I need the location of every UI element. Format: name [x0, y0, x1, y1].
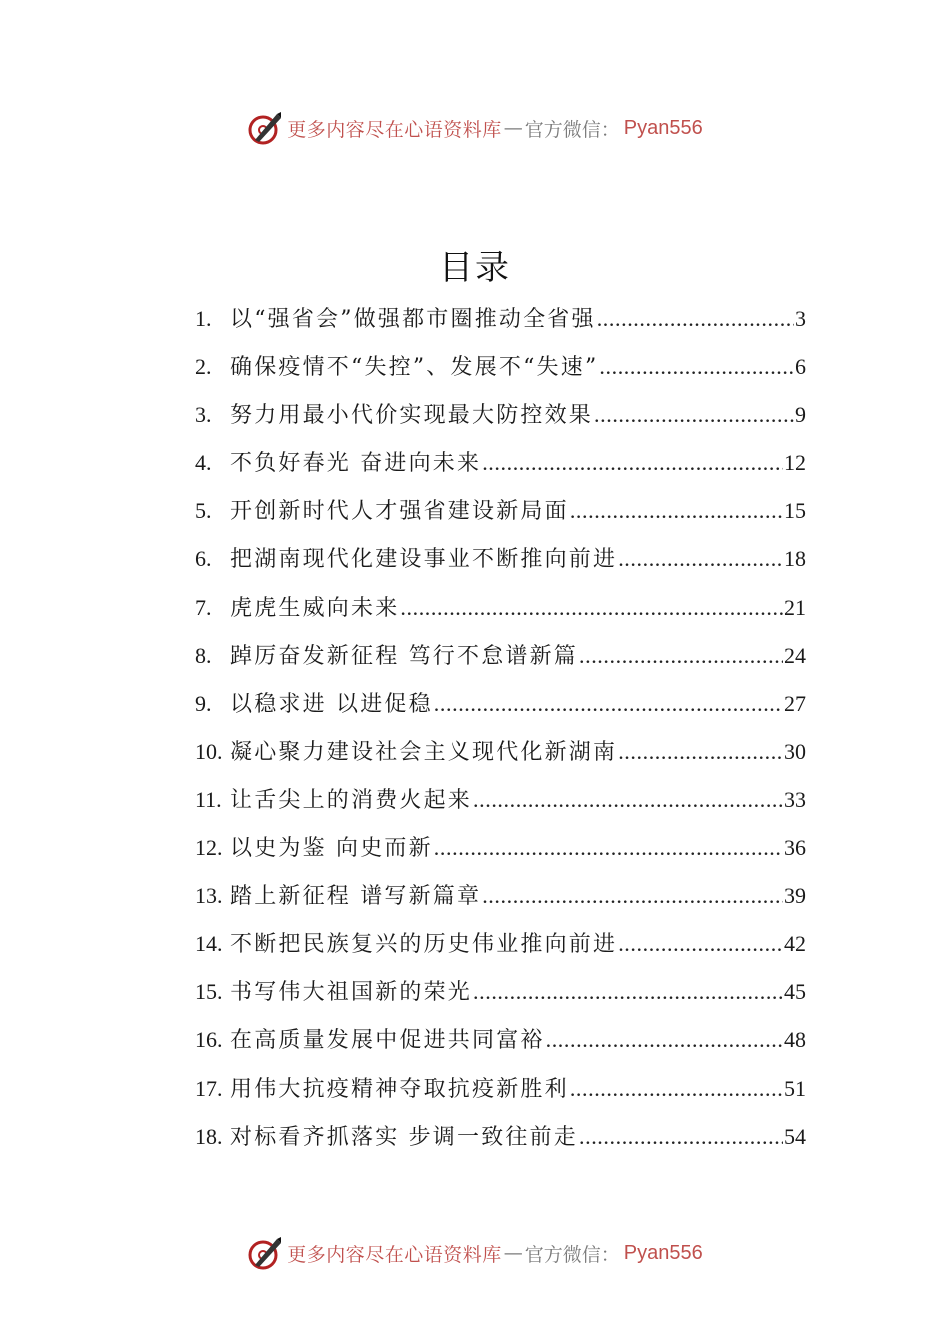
toc-entry-number: 2.: [195, 354, 212, 380]
toc-entry-title: 不断把民族复兴的历史伟业推向前进: [230, 932, 618, 958]
toc-entry-title: 不负好春光 奋进向未来: [230, 451, 482, 477]
toc-entry-page: 27: [784, 690, 806, 716]
toc-entry[interactable]: [195, 687, 806, 735]
toc-dot-leader: [599, 354, 794, 380]
toc-entry[interactable]: [195, 927, 806, 975]
toc-entry[interactable]: [195, 1120, 806, 1168]
toc-dot-leader: [546, 1027, 783, 1053]
toc-entry-number: 1.: [195, 306, 212, 331]
quill-logo-icon: [247, 1235, 283, 1271]
toc-dot-leader: [400, 595, 783, 621]
toc-entry[interactable]: [195, 879, 806, 927]
toc-entry[interactable]: [195, 446, 806, 494]
toc-entry-page: 30: [784, 738, 806, 764]
toc-entry-page: 18: [784, 546, 806, 572]
toc-entry-page: 54: [784, 1123, 806, 1149]
toc-dot-leader: [434, 691, 783, 717]
toc-entry-title: 对标看齐抓落实 步调一致往前走: [230, 1124, 578, 1150]
toc-entry-number: 13.: [195, 883, 223, 909]
toc-dot-leader: [482, 883, 783, 909]
toc-dot-leader: [594, 402, 794, 428]
toc-entry-number: 18.: [195, 1123, 223, 1149]
toc-dot-leader: [579, 643, 783, 669]
quill-logo-icon: [247, 110, 283, 146]
toc-entry-page: 24: [784, 642, 806, 668]
footer-banner: [0, 1233, 950, 1273]
toc-entry-page: 42: [784, 931, 806, 957]
toc-dot-leader: [618, 546, 783, 572]
toc-entry-number: 15.: [195, 979, 223, 1005]
toc-entry-number: 6.: [195, 546, 212, 572]
toc-dot-leader: [618, 931, 783, 957]
toc-entry-page: 39: [784, 883, 806, 909]
toc-entry[interactable]: [195, 735, 806, 783]
toc-dot-leader: [473, 787, 783, 813]
banner-text: 更多内容尽在心语资料库: [287, 1243, 502, 1266]
toc-entry-number: 9.: [195, 690, 212, 716]
toc-entry-number: 14.: [195, 931, 223, 957]
toc-entry[interactable]: [195, 494, 806, 542]
toc-entry[interactable]: [195, 1023, 806, 1071]
toc-entry-number: 11.: [195, 786, 222, 812]
toc-entry-title: 凝心聚力建设社会主义现代化新湖南: [230, 739, 618, 765]
page-title: 目录: [439, 248, 511, 288]
toc-dot-leader: [473, 979, 783, 1005]
toc-entry-page: 21: [784, 594, 806, 620]
toc-entry-number: 10.: [195, 738, 223, 764]
toc-entry-page: 9: [795, 402, 806, 428]
toc-entry[interactable]: [195, 350, 806, 398]
toc-entry-title: 让舌尖上的消费火起来: [230, 787, 473, 813]
toc-entry[interactable]: [195, 591, 806, 639]
toc-dot-leader: [570, 1076, 783, 1102]
toc-entry-page: 3: [795, 306, 806, 331]
banner-separator: —: [503, 117, 523, 139]
toc-entry-page: 33: [784, 786, 806, 812]
toc-entry[interactable]: [195, 783, 806, 831]
toc-entry-page: 15: [784, 498, 806, 524]
toc-entry-title: 踔厉奋发新征程 笃行不怠谱新篇: [230, 643, 578, 669]
table-of-contents: [195, 302, 806, 1168]
toc-entry-title: 用伟大抗疫精神夺取抗疫新胜利: [230, 1076, 569, 1102]
banner-wechat-label: 官方微信：: [524, 118, 620, 141]
toc-entry-page: 51: [784, 1075, 806, 1101]
banner-text: 更多内容尽在心语资料库: [287, 118, 502, 141]
toc-entry-title: 踏上新征程 谱写新篇章: [230, 884, 482, 910]
toc-dot-leader: [570, 498, 783, 524]
toc-entry-number: 8.: [195, 642, 212, 668]
toc-entry-number: 12.: [195, 835, 223, 861]
toc-entry-title: 书写伟大祖国新的荣光: [230, 980, 473, 1006]
toc-entry[interactable]: [195, 975, 806, 1023]
banner-wechat-id: Pyan556: [623, 1241, 703, 1264]
toc-dot-leader: [597, 306, 794, 332]
toc-entry-title: 虎虎生威向未来: [230, 595, 400, 621]
toc-entry-title: 开创新时代人才强省建设新局面: [230, 499, 569, 525]
toc-dot-leader: [579, 1124, 783, 1150]
toc-entry[interactable]: [195, 639, 806, 687]
toc-entry-page: 36: [784, 835, 806, 861]
toc-entry-number: 7.: [195, 594, 212, 620]
toc-entry[interactable]: [195, 398, 806, 446]
toc-entry-title: 把湖南现代化建设事业不断推向前进: [230, 547, 618, 573]
toc-entry-title: 以史为鉴 向史而新: [230, 836, 433, 862]
toc-entry-number: 5.: [195, 498, 212, 524]
toc-entry-page: 45: [784, 979, 806, 1005]
toc-entry-title: 在高质量发展中促进共同富裕: [230, 1028, 545, 1054]
toc-entry[interactable]: [195, 542, 806, 590]
toc-entry-number: 16.: [195, 1027, 223, 1053]
toc-entry-page: 48: [784, 1027, 806, 1053]
toc-entry-number: 4.: [195, 450, 212, 476]
toc-entry[interactable]: [195, 831, 806, 879]
toc-entry-title: 以“强省会”做强都市圈推动全省强: [230, 307, 596, 332]
toc-entry-page: 6: [795, 354, 806, 380]
toc-dot-leader: [618, 739, 783, 765]
banner-separator: —: [503, 1242, 523, 1264]
toc-entry-number: 3.: [195, 402, 212, 428]
header-banner: [0, 108, 950, 148]
toc-entry-title: 以稳求进 以进促稳: [230, 691, 433, 717]
toc-entry[interactable]: [195, 302, 806, 350]
banner-wechat-id: Pyan556: [623, 116, 703, 139]
banner-wechat-label: 官方微信：: [524, 1243, 620, 1266]
toc-dot-leader: [434, 835, 783, 861]
toc-entry-title: 确保疫情不“失控”、发展不“失速”: [230, 355, 599, 381]
toc-entry-page: 12: [784, 450, 806, 476]
toc-entry-number: 17.: [195, 1075, 223, 1101]
toc-entry-title: 努力用最小代价实现最大防控效果: [230, 403, 594, 429]
toc-entry[interactable]: [195, 1072, 806, 1120]
toc-dot-leader: [482, 450, 783, 476]
